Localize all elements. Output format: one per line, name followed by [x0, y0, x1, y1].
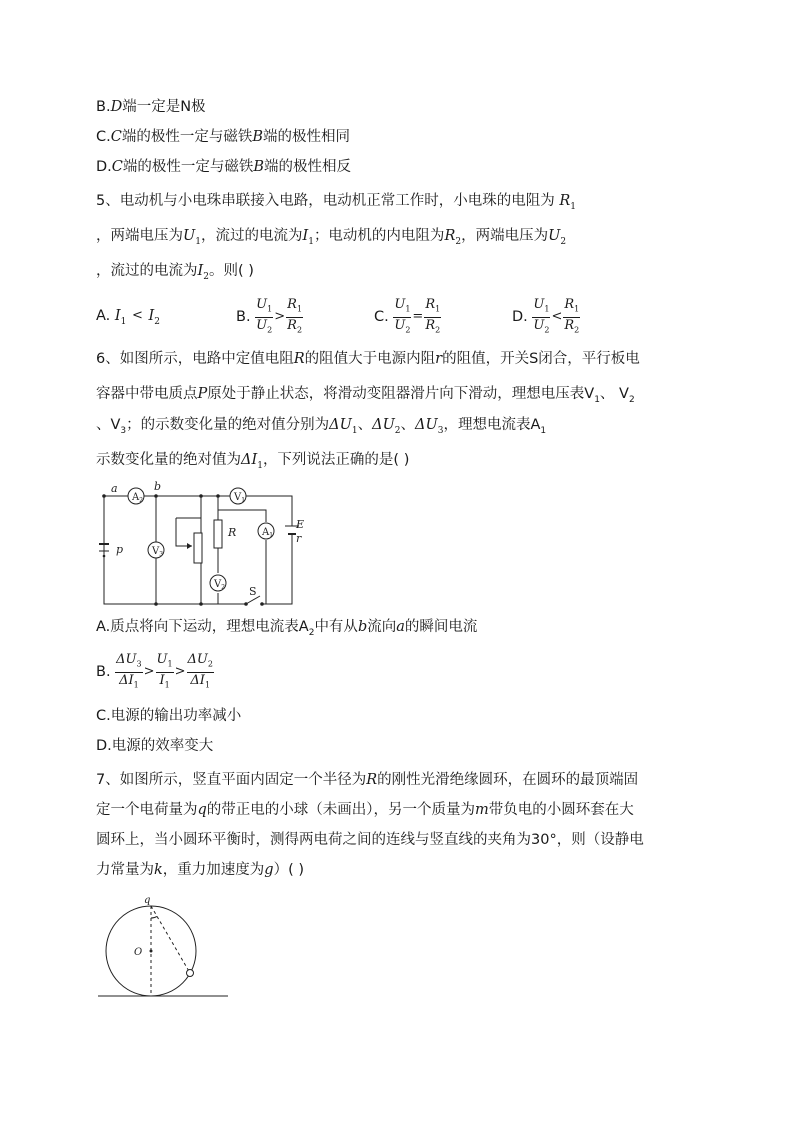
svg-text:R: R: [228, 526, 237, 539]
q4-option-c: C.C端的极性一定与磁铁B端的极性相同: [96, 129, 350, 145]
q5-option-c: C. $\frac{U_1}{U_2}$ = $\frac{R_1}{R_2}$: [374, 297, 441, 335]
svg-text:q: q: [144, 895, 151, 906]
resistor-r: [214, 520, 222, 548]
q5-option-a: A. $I_1 < I_2$: [96, 308, 160, 327]
small-ring: [187, 970, 194, 977]
q4-option-b: B.D端一定是N极: [96, 99, 206, 115]
svg-text:S: S: [249, 585, 257, 598]
q5-option-b: B. $\frac{U_1}{U_2}$ > $\frac{R_1}{R_2}$: [236, 297, 303, 335]
svg-text:A2: $A_2$: [132, 492, 144, 504]
svg-text:V2: $V_2$: [214, 579, 226, 591]
q5-stem-line1: 5、电动机与小电珠串联接入电路，电动机正常工作时，小电珠的电阻为 $R_1$: [96, 193, 576, 212]
q7-stem-line3: 圆环上，当小圆环平衡时，测得两电荷之间的连线与竖直线的夹角为30°，则（设静电: [96, 832, 644, 848]
q7-stem-line1: 7、如图所示，竖直平面内固定一个半径为R的刚性光滑绝缘圆环，在圆环的最顶端固: [96, 772, 639, 788]
q6-circuit-diagram: [96, 478, 306, 610]
q6-option-b: B. $\frac{\Delta U_3}{\Delta I_1}$ > $\frac{U_1}{I_1}$ > $\frac{\Delta U_2}{\Delta I_1}$: [96, 652, 213, 690]
svg-text:V1: $V_1$: [234, 492, 246, 504]
q7-stem-line2: 定一个电荷量为q的带正电的小球（未画出），另一个质量为m带负电的小圆环套在大: [96, 802, 634, 818]
angle-arc: [151, 916, 157, 918]
q7-ring-diagram: [96, 893, 236, 1003]
svg-text:A1: $A_1$: [262, 527, 274, 539]
q6-option-d: D.电源的效率变大: [96, 738, 214, 754]
q7-stem-line4: 力常量为k，重力加速度为g）( ): [96, 862, 305, 878]
wire-top-right: [246, 496, 292, 520]
q6-stem-line2: 容器中带电质点P原处于静止状态，将滑动变阻器滑片向下滑动，理想电压表$V_1$、 $V_2$: [96, 386, 635, 405]
svg-text:O: O: [134, 947, 143, 958]
q5-stem-line2: ，两端电压为$U_1$，流过的电流为$I_1$；电动机的内电阻为$R_2$，两端电压为$U_2$: [96, 228, 567, 247]
q6-option-c: C.电源的输出功率减小: [96, 708, 242, 724]
svg-text:p: p: [116, 543, 124, 556]
q6-stem-line3: 、$V_3$；的示数变化量的绝对值分别为$\Delta U_1$、$\Delta U_2$、$\Delta U_3$，理想电流表$A_1$: [96, 417, 547, 436]
q6-stem-line4: 示数变化量的绝对值为$\Delta I_1$，下列说法正确的是( ): [96, 452, 410, 471]
svg-text:r: r: [296, 532, 302, 545]
q4-option-d: D.C端的极性一定与磁铁B端的极性相反: [96, 159, 352, 175]
svg-text:b: b: [154, 480, 162, 493]
q5-option-d: D. $\frac{U_1}{U_2}$ < $\frac{R_1}{R_2}$: [512, 297, 580, 335]
svg-text:a: a: [111, 482, 118, 495]
center-dot: [150, 950, 153, 953]
q5-options: [96, 297, 656, 337]
q6-stem-line1: 6、如图所示，电路中定值电阻R的阻值大于电源内阻r的阻值，开关S闭合，平行板电: [96, 351, 640, 367]
q5-stem-line3: ，流过的电流为$I_2$。则( ): [96, 263, 254, 282]
svg-text:E: E: [296, 518, 305, 531]
connecting-dashed: [151, 906, 190, 973]
q6-option-a: A.质点将向下运动，理想电流表$A_2$中有从b流向a的瞬间电流: [96, 619, 478, 638]
svg-text:V3: $V_3$: [152, 546, 164, 558]
